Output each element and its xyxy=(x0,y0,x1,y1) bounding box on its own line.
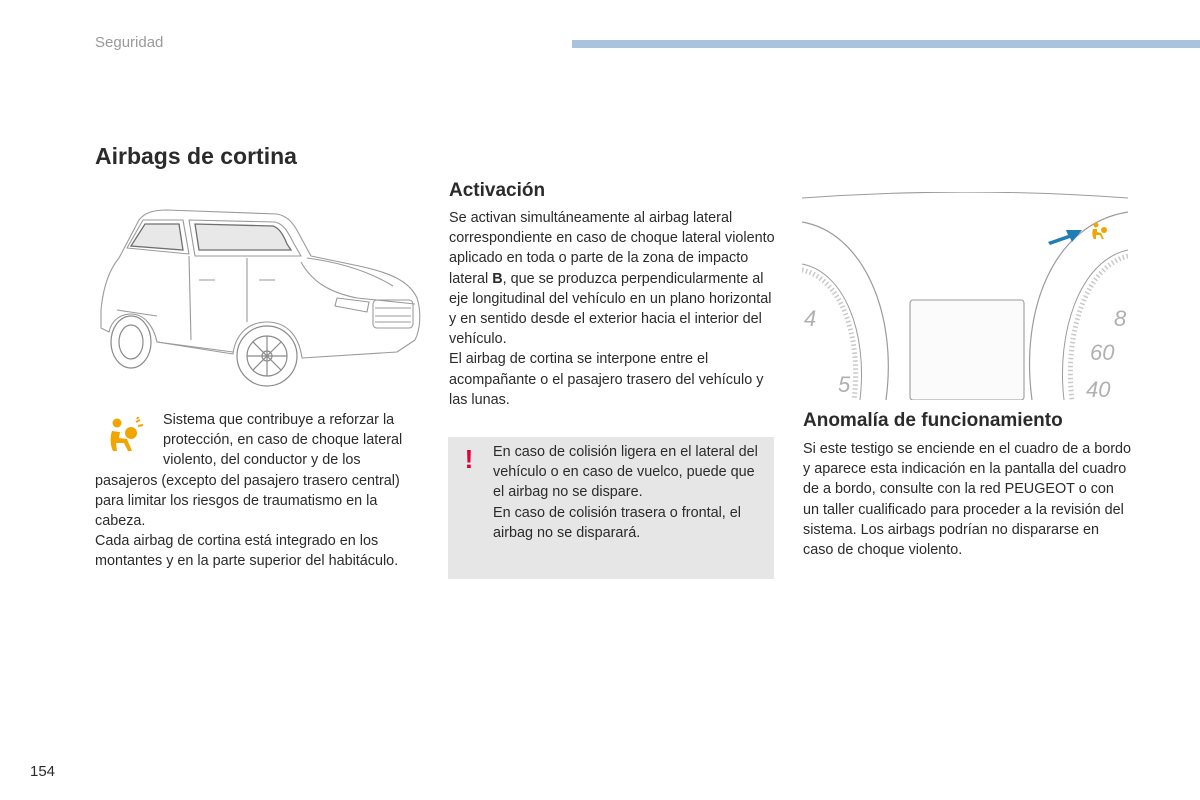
cluster-number-5: 5 xyxy=(838,372,851,397)
activation-text-end: , que se produzca perpendicularmente al eje longitudinal del vehículo en un plano horizontal y en sentido desde el exterior hacia el interior del vehículo. xyxy=(449,270,772,348)
activation-paragraph xyxy=(449,208,779,349)
curtain-position-paragraph: El airbag de cortina se interpone entre el acompañante o el pasajero trasero del vehículo y las lunas. xyxy=(449,351,764,408)
indicator-arrow-icon xyxy=(1048,230,1082,245)
activation-text-start: Se activan simultáneamente al airbag lateral correspondiente en caso de choque lateral violento aplicado en toda o parte de la zona de impacto lateral xyxy=(449,210,775,287)
cluster-number-60: 60 xyxy=(1090,340,1115,365)
cluster-number-4: 4 xyxy=(804,306,817,331)
cluster-number-8: 8 xyxy=(1114,306,1127,331)
intro-text-block xyxy=(95,410,425,572)
integration-paragraph: Cada airbag de cortina está integrado en los montantes y en la parte superior del habitáculo. xyxy=(95,533,399,570)
instrument-cluster-illustration xyxy=(802,192,1128,400)
intro-paragraph: Sistema que contribuye a reforzar la protección, en caso de choque lateral violento, del conductor y de los pasajeros (excepto del pasajero trasero central) para limitar los riesgos de traumatismo en la cabeza. xyxy=(95,412,403,530)
warning-paragraph-1: En caso de colisión ligera en el lateral del vehículo o en caso de vuelco, puede que el airbag no se dispare. xyxy=(493,444,758,501)
malfunction-heading: Anomalía de funcionamiento xyxy=(803,410,1063,431)
warning-paragraph-2: En caso de colisión trasera o frontal, el airbag no se disparará. xyxy=(493,504,741,541)
airbag-warning-icon xyxy=(104,417,144,457)
header-accent-bar xyxy=(572,40,1200,48)
page-number: 154 xyxy=(30,763,56,780)
malfunction-text: Si este testigo se enciende en el cuadro de a bordo y aparece esta indicación en la pantalla del cuadro de a bordo, consulte con la red PEUGEOT o con un taller cualificado para proceder a la revisión del sistema. Los airbags podrían no dispararse en caso de choque violento. xyxy=(803,441,1132,559)
section-label: Seguridad xyxy=(95,34,164,51)
activation-heading: Activación xyxy=(449,180,546,201)
cluster-airbag-light-icon xyxy=(1092,223,1107,240)
impact-zone-label: B xyxy=(492,270,503,287)
warning-text-block xyxy=(493,442,769,543)
cluster-number-40: 40 xyxy=(1086,377,1111,400)
warning-exclamation-icon: ! xyxy=(464,444,474,474)
car-illustration xyxy=(97,200,423,392)
activation-text-block xyxy=(449,208,779,410)
page-title: Airbags de cortina xyxy=(95,143,297,169)
